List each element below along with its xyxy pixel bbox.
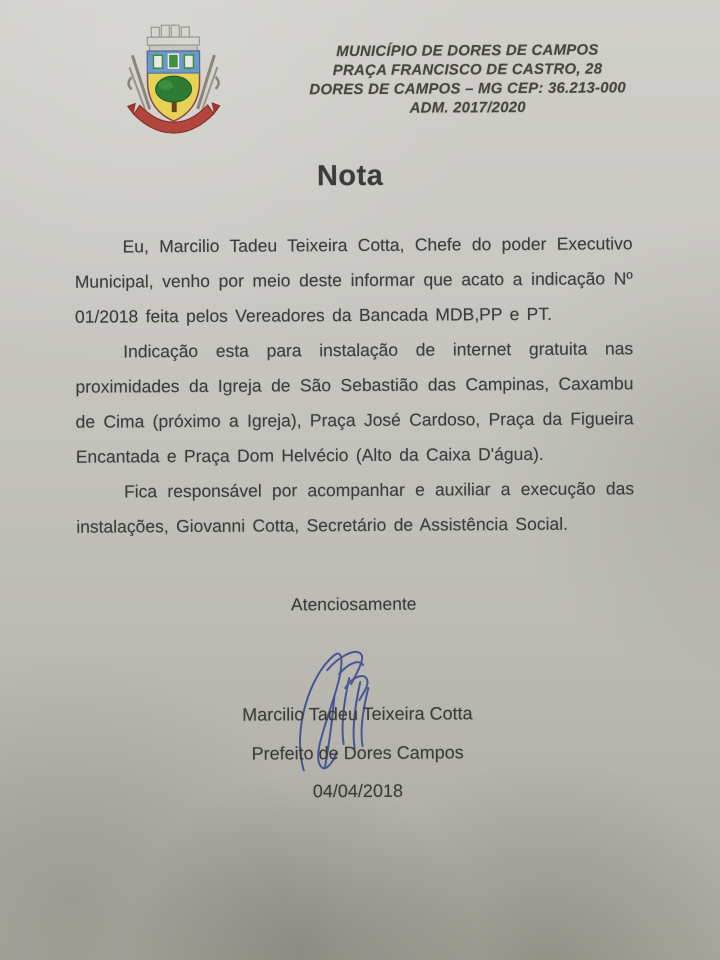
crest-crown xyxy=(147,25,199,51)
body-paragraph-3: Fica responsável por acompanhar e auxiliar a execução das instalações, Giovanni Cotta, Secretário de Assistência Social. xyxy=(76,478,635,537)
letterhead-line-municipality: MUNICÍPIO DE DORES DE CAMPOS xyxy=(336,41,599,61)
closing-salutation: Atenciosamente xyxy=(290,593,417,615)
letterhead-line-street: PRAÇA FRANCISCO DE CASTRO, 28 xyxy=(332,60,603,80)
letterhead-line-city-cep: DORES DE CAMPOS – MG CEP: 36.213-000 xyxy=(309,79,626,99)
body-paragraph-1: Eu, Marcilio Tadeu Teixeira Cotta, Chefe do poder Executivo Municipal, venho por meio deste informar que acato a indicação Nº 01/2018 feita pelos Vereadores da Bancada MDB,PP e PT. xyxy=(74,233,633,327)
document-body xyxy=(74,226,634,544)
letterhead-line-administration: ADM. 2017/2020 xyxy=(409,98,526,117)
document-date: 04/04/2018 xyxy=(312,780,404,802)
signatory-name: Marcilio Tadeu Teixeira Cotta xyxy=(242,703,473,725)
body-paragraph-2: Indicação esta para instalação de internet gratuita nas proximidades da Igreja de São Sebastião das Campinas, Caxambu de Cima (próximo a Igreja), Praça José Cardoso, Praça da Figueira Encantada e Praça Dom Helvécio (Alto da Caixa D'água). xyxy=(75,338,634,467)
letterhead-address-block xyxy=(289,40,645,118)
signatory-title: Prefeito de Dores Campos xyxy=(251,742,464,764)
municipal-coat-of-arms-icon xyxy=(111,15,236,136)
document-title: Nota xyxy=(316,159,384,193)
